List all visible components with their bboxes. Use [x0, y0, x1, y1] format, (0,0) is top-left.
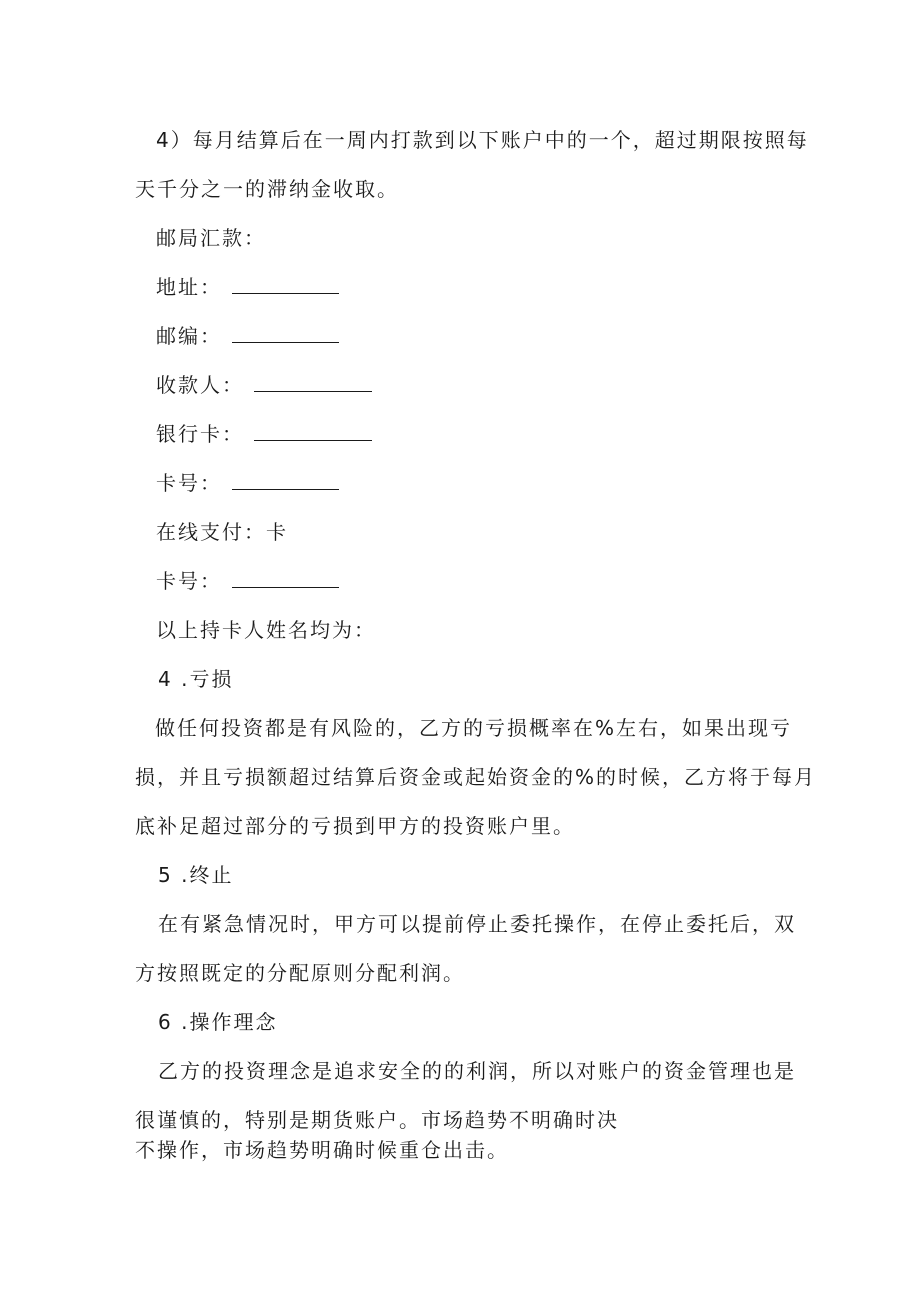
- section-loss-line2: 损，并且亏损额超过结算后资金或起始资金的%的时候，乙方将于每月: [135, 765, 817, 789]
- section-termination-line2: 方按照既定的分配原则分配利润。: [135, 961, 465, 985]
- online-pay-field: 在线支付：卡: [156, 520, 288, 544]
- bank-card-label: 银行卡：: [156, 422, 244, 446]
- payee-blank: [254, 373, 372, 392]
- bank-card-field: [156, 422, 372, 446]
- postcode-label: 邮编：: [156, 324, 222, 348]
- section-loss-line1: 做任何投资都是有风险的，乙方的亏损概率在%左右，如果出现亏: [155, 716, 793, 740]
- section-loss-line3: 底补足超过部分的亏损到甲方的投资账户里。: [135, 814, 575, 838]
- section-philosophy-heading: 6 .操作理念: [158, 1010, 278, 1034]
- address-label: 地址：: [156, 275, 222, 299]
- card-no-label-1: 卡号：: [156, 471, 222, 495]
- payee-label: 收款人：: [156, 373, 244, 397]
- section-loss-heading: 4 .亏损: [158, 667, 234, 691]
- item4-line1: 4）每月结算后在一周内打款到以下账户中的一个，超过期限按照每: [156, 128, 809, 152]
- card-no-field-1: [156, 471, 339, 495]
- postcode-field: [156, 324, 339, 348]
- item4-line2: 天千分之一的滞纳金收取。: [135, 177, 399, 201]
- address-blank: [232, 275, 339, 294]
- payee-field: [156, 373, 372, 397]
- card-no-blank-2: [232, 569, 339, 588]
- holder-note: 以上持卡人姓名均为：: [156, 618, 376, 642]
- section-termination-line1: 在有紧急情况时，甲方可以提前停止委托操作，在停止委托后，双: [158, 912, 796, 936]
- postcode-blank: [232, 324, 339, 343]
- card-no-blank-1: [232, 471, 339, 490]
- card-no-label-2: 卡号：: [156, 569, 222, 593]
- address-field: [156, 275, 339, 299]
- section-termination-heading: 5 .终止: [158, 863, 234, 887]
- postal-heading: 邮局汇款：: [156, 226, 266, 250]
- section-philosophy-line3: 不操作，市场趋势明确时候重仓出击。: [135, 1138, 509, 1162]
- bank-card-blank: [254, 422, 372, 441]
- section-philosophy-line2: 很谨慎的，特别是期货账户。市场趋势不明确时决: [135, 1108, 619, 1132]
- section-philosophy-line1: 乙方的投资理念是追求安全的的利润，所以对账户的资金管理也是: [158, 1059, 796, 1083]
- card-no-field-2: [156, 569, 339, 593]
